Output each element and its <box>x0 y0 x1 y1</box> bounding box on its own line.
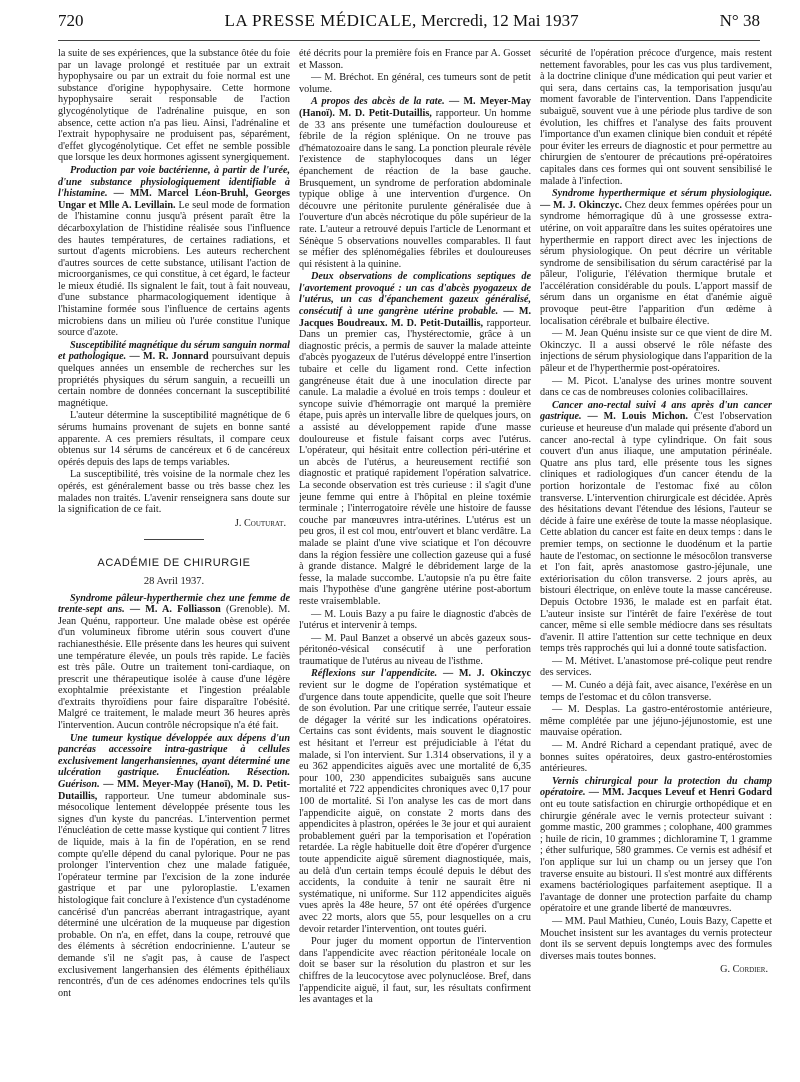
communication-authors: — M. A. Folliasson <box>129 604 221 616</box>
column-3 <box>540 48 772 1073</box>
communication-title: Syndrome pâleur-hyperthermie chez une femme de trente-sept ans. <box>58 592 290 616</box>
remark-metivet: — M. Métivet. L'anastomose pré-colique peut rendre des services. <box>540 655 772 679</box>
remark-final: — MM. Paul Mathieu, Cunéo, Louis Bazy, Capette et Mouchet insistent sur les avantages du vernis protecteur dont ils se servent depuis longtemps avec des formules diverses mais toutes bonnes. <box>540 915 772 962</box>
communication-authors: — M. J. Okinczyc. <box>540 199 622 211</box>
communication-text: rapporteur. Un homme de 33 ans présente une tuméfaction douloureuse et fébrile de la région splénique. On ne trouve pas d'hématozoaire dans le sang. La ponction pleurale révèle l'existence de staphylocoques dans un léger épanchement de réaction de la base gauche. Brusquement, un syndrome de perforation abdominale typique oblige à une intervention d'urgence. On découvre une péritonite purulente généralisée due à l'ouverture d'un abcès nécrotique du pôle supérieur de la rate. L'auteur a retrouvé depuis l'article de Lenormant et Sénèque 5 observations nouvelles comparables. Il faut se méfier des splénomégalies fébriles et douloureuses qui résistent à la quinine. <box>299 107 531 270</box>
remark-brechot: — M. Bréchot. En général, ces tumeurs sont de petit volume. <box>299 72 531 95</box>
communication-text: poursuivant depuis quelques années un ensemble de recherches sur les propriétés physiques du sérum sanguin, a recueilli un certain nombre de données concernant la susceptibilité magnétique. <box>58 351 290 409</box>
separator <box>144 539 204 540</box>
communication-authors: — M. J. Okinczyc <box>442 668 531 680</box>
communication-cancer <box>540 400 772 655</box>
communication-text: (Grenoble). M. Jean Quénu, rapporteur. Une malade obèse est opérée d'un volumineux fibrome utérin sous couvert d'une rachianesthésie. Elle présente dans les heures qui suivent une température élevée, un pouls très rapide. Le faciès est très pâle. Outre un traitement toni-cardiaque, on prescrit une thérapeutique isolée à cause d'une légère exophtalmie préexistante et l'ingestion préalable d'extraits thyroïdiens pour faire disparaître l'obésité. Malgré ce traitement, le malade meurt 36 heures après l'intervention. Aucun contrôle nécropsique n'a été fait. <box>58 604 290 732</box>
communication-authors: — MM. Jacques Leveuf et Henri Godard <box>588 787 772 799</box>
article-columns <box>58 48 772 1073</box>
communication-title: Réflexions sur l'appendicite. <box>311 668 438 680</box>
page-number: 720 <box>58 11 84 30</box>
communication-tumeur <box>58 733 290 1000</box>
communication-syndrome <box>58 593 290 732</box>
communication-title: Deux observations de complications septiques de l'avortement provoqué : un cas d'abcès pyogazeux de l'utérus, un cas d'épanchement gazeux généralisé, consécutif à une gangrène utérine probable. <box>299 271 531 318</box>
communication-susceptibilite <box>58 340 290 410</box>
communication-vernis <box>540 776 772 915</box>
column-2 <box>299 48 531 1073</box>
paragraph: été décrits pour la première fois en France par A. Gosset et Masson. <box>299 48 531 71</box>
remark-picot: — M. Picot. L'analyse des urines montre souvent dans ce cas de nombreuses colonies colibacillaires. <box>540 375 772 399</box>
communication-hyperthermie <box>540 188 772 327</box>
communication-title: Syndrome hyperthermique et sérum physiologique. <box>552 188 772 200</box>
journal-title: LA PRESSE MÉDICALE, <box>224 11 417 30</box>
issue-date: Mercredi, 12 Mai 1937 <box>421 11 579 30</box>
remark-richard: — M. André Richard a cependant pratiqué, avec de bonnes suites opératoires, deux gastro-entérostomies antérieures. <box>540 740 772 775</box>
communication-authors: — MM. Meyer-May (Hanoï), M. D. Petit-Dutaillis, <box>58 779 290 802</box>
communication-text: ont eu toute satisfaction en chirurgie orthopédique et en chirurgie générale avec le vernis protecteur suivant : gomme mastic, 200 grammes ; colophane, 400 grammes ; huile de ricin, 10 grammes ; dichloramine T, 1 gramme ; éther sulfurique, 580 grammes. Ce vernis est adhésif et l'on applique sur lui un champ ou un jersey que l'on traverse ensuite au bistouri. Il s'est montré aux différents examens bactériologiques parfaitement aseptique. Il a l'avantage de donner une protection parfaite du champ opératoire et une grande liberté de manœuvres. <box>540 799 772 915</box>
remark-desplas: — M. Desplas. La gastro-entérostomie antérieure, même complétée par une jéjuno-jéjunostomie, est une mauvaise opération. <box>540 704 772 739</box>
issue-number: N° 38 <box>719 11 760 30</box>
page-header <box>58 6 760 36</box>
communication-title: Production par voie bactérienne, à partir de l'urée, d'une substance physiologiquement identifiable à l'histamine. <box>58 164 290 200</box>
column-1 <box>58 48 290 1073</box>
communication-title: A propos des abcès de la rate. <box>311 96 445 108</box>
communication-text: rapporteur. Une tumeur abdominale sus-mésocolique lentement développée présente tous les signes d'un kyste du pancréas. L'intervention permet l'énucléation de cette masse kystique qui contient 7 litres de liquide, mais à la fin de l'opération, en se rend compte qu'elle dépend du canal pylorique. Pour ne pas prolonger l'intervention chez une malade fatiguée, l'opérateur termine par l'excision de la zone indurée gastrique et par une pyloroplastie. L'examen histologique fait conclure à l'existence d'un cystadénome cancérisé d'un pancréas aberrant intragastrique, ayant déterminé une ulcération de la muqueuse par digestion probable. On n'a, en effet, dans la coupe, retrouvé que des éléments à sécrétion endocrinienne. L'auteur se demande s'il ne s'agit pas, à cause de l'aspect exclusivement langerhansien des éléments épithéliaux rencontrés, d'un de ces adénomes endocrines tels qu'ils ont <box>58 790 290 999</box>
communication-authors: — M. Jacques Boudreaux. M. D. Petit-Dutaillis, <box>299 306 531 329</box>
communication-text: Chez deux femmes opérées pour un syndrome hémorragique dû à une grossesse extra-utérine, on voit apparaître dans les suites opératoires une hyperthermie en rapport direct avec les injections de sérum physiologique. On peut décrire un véritable syndrome de sensibilisation du sérum caractérisé par la pâleur, l'oligurie, l'élévation thermique brutale et l'accélération considérable du pouls. L'apport massif de sérum dans un organisme en état d'anémie aiguë provoque peut-être l'apparition d'un œdème à localisation cérébrale et bulbaire élective. <box>540 199 772 327</box>
journal-title-line <box>224 11 578 31</box>
communication-title: Une tumeur kystique développée aux dépens d'un pancréas accessoire intra-gastrique à cellules exclusivement langerhansiennes, ayant déterminé une ulcération gastrique. Énucléation. Résection. Guérison. <box>58 732 290 791</box>
communication-text: revient sur le dogme de l'opération systématique et d'urgence dans toute appendicite, quelle que soit l'heure de son évolution. Par une critique serrée, l'auteur essaie de dégager la vérité sur les indications opératoires. Certains cas sont évidents, mais souvent le diagnostic est hésitant et l'erreur est préjudiciable à l'état du malade, si l'on intervient. Sur 1.314 observations, il y a eu 362 appendicites aiguës avec une mortalité de 6,35 pour 100, 230 appendicites subaiguës sans aucune mortalité et 722 appendicites chroniques avec 0,17 pour 100 de mortalité. Si l'on analyse les cas de mort dans l'appendicite aiguë, on constate 2 morts dans des appendicites à plastron, opérées le 3e jour et qui auraient probablement guéri par la temporisation et l'opération retardée. La règle habituelle doit être d'opérer d'urgence toute appendicite aiguë sûrement diagnostiquée, mais, au delà d'un certain temps écoulé depuis le début des accidents, la conduite à tenir ne saurait être ni systématique, ni uniforme. Sur 112 appendicites aiguës vues après la 48e heure, 57 ont été opérées d'urgence avec 22 morts, alors que 55, pour lesquelles on a cru devoir retarder l'intervention, ont toutes guéri. <box>299 680 531 935</box>
communication-abces-rate <box>299 96 531 270</box>
remark-cuneo: — M. Cunéo a déjà fait, avec aisance, l'exérèse en un temps de l'estomac et du côlon transverse. <box>540 680 772 703</box>
communication-authors: — M. R. Jonnard <box>129 351 209 363</box>
signature: G. Cordier. <box>720 964 768 976</box>
section-title: ACADÉMIE DE CHIRURGIE <box>97 557 251 570</box>
section-date: 28 Avril 1937. <box>143 575 205 587</box>
paragraph: sécurité de l'opération précoce d'urgence, mais restent nettement favorables, pour les cas vus plus tardivement, à la doctrine clinique d'une médication qui peut varier et qui sera, dans certains cas, la temporisation jusqu'au moment favorable de l'intervention. Dans l'appendicite subaiguë, souvent vue à une période plus tardive de son évolution, les chiffres et l'analyse des faits prouvent l'importance d'un examen clinique bien conduit et répété pour éviter les erreurs de diagnostic et pour permettre au chirurgien de s'entourer de précautions pré-opératoires capitales dans ces formes qui ont souvent sensibilisé le malade à l'infection. <box>540 48 772 187</box>
communication-title: Vernis chirurgical pour la protection du champ opératoire. <box>540 775 772 799</box>
communication-avortement <box>299 271 531 607</box>
communication-authors: — M. Louis Michon. <box>587 411 688 423</box>
header-rule <box>58 40 760 41</box>
paragraph: La susceptibilité, très voisine de la normale chez les opérés, est généralement basse ou très basse chez les malades non traités. L'avenir renseignera sans doute sur la signification de ce fait. <box>58 469 290 516</box>
paragraph: Pour juger du moment opportun de l'intervention dans l'appendicite avec réaction péritonéale locale on doit se baser sur la résolution du plastron et sur les chiffres de la leucocytose avec polynucléose. Bref, dans l'appendicite aiguë, il faut, sur, les résultats confirment les avantages et la <box>299 936 531 1006</box>
communication-histamine <box>58 165 290 339</box>
communication-text: C'est l'observation curieuse et heureuse d'un malade qui présente d'abord un cancer ano-rectal à type cylindrique. On fait sous couvert d'un anus iliaque, une amputation périnéale. Quatre ans plus tard, elle présente tous les signes cliniques et radiologiques d'un cancer étendu de la portion horizontale de l'estomac fixé au côlon transverse. L'intervention chirurgicale est décidée. Après des hésitations devant l'étendue des lésions, l'auteur se décide à faire une exérèse de toute la masse néoplasique. Cette ablation du cancer est faite en deux temps : dans le premier temps, on sectionne le duodénum et la partie haute de l'estomac, on sectionne le mésocôlon transverse et l'on fait, après anastomose gastro-jéjunale, une extériorisation du côlon transverse. 2 jours après, au bistouri électrique, on enlève toute la masse cancéreuse. Depuis Octobre 1936, le malade est en parfait état. L'auteur insiste sur l'intérêt de faire l'exérèse de tout cancer, même si elle semble médiocre dans ses résultats d'avenir. Il attire l'attention sur cette technique en deux temps très rapprochés qui lui a donné toute satisfaction. <box>540 411 772 655</box>
signature: J. Couturat. <box>234 517 286 529</box>
paragraph: L'auteur détermine la susceptibilité magnétique de 6 sérums humains provenant de sujets en bonne santé apparente. A ces premiers résultats, il compare ceux obtenus sur 14 sérums de cancéreux et 6 de cancéreux opérés depuis des laps de temps variables. <box>58 410 290 468</box>
communication-title: Cancer ano-rectal suivi 4 ans après d'un cancer gastrique. <box>540 399 772 423</box>
communication-text: rapporteur. Dans un premier cas, l'hystérectomie, grâce à un diagnostic précis, a permis de sauver la malade atteinte d'abcès pyogazeux de l'utérus développé entre l'insertion tubaire et celle du ligament rond. Cette infection gangréneuse était due à une inoculation directe par canule. La maladie a évolué en trois temps : douleur et syncope suivie d'hémorragie ont marqué la première étape, puis après un intervalle libre de quelques jours, on a assisté au développement rapide d'une masse douloureuse et fistule faisant corps avec l'utérus. L'opérateur, qui hésitait entre collection péri-utérine et un abcès de l'utérus, a heureusement rectifié son diagnostic et pratiqué rapidement l'opération salvatrice. La seconde observation est très curieuse : il s'agit d'une jeune femme qui entre à l'hôpital en pleine toxémie terminale ; l'interrogatoire révèle une histoire de fausse couche par manœuvres intra-utérines. L'utérus est un peu gros, il est col mou, entr'ouvert et blanc verdâtre. La malade se plaint d'une vive sciatique et l'on découvre dans la région fessière une collection gazeuse qui a fusé à grande distance. Malgré le débridement large de la fesse, la malade succombe. L'autopsie n'a pu être faite mais l'hypothèse d'une gangrène utérine post-abortum reste vraisemblable. <box>299 317 531 607</box>
communication-authors: — MM. Marcel Léon-Bruhl, Georges Ungar et Mlle A. Levillain. <box>58 188 290 211</box>
remark-quenu: — M. Jean Quénu insiste sur ce que vient de dire M. Okinczyc. Il a aussi observé le rôle néfaste des injections de sérum physiologique dans l'apparition de la pâleur et de l'hyperthermie post-opératoires. <box>540 328 772 375</box>
remark-banzet: — M. Paul Banzet a observé un abcès gazeux sous-péritonéo-vésical consécutif à une perforation traumatique de l'utérus au niveau de l'isthme. <box>299 632 531 667</box>
paragraph: la suite de ses expériences, que la substance ôtée du foie par un lavage prolongé et restituée par un extrait hypophysaire ou par un extrait du foie normal est une substance d'origine hypophysaire. Cette hormone hypophysaire serait responsable de l'action glycogénolytique de l'adrénaline puisque, en son absence, cette action n'a pas lieu. Ainsi, l'adrénaline et l'extrait hypophysaire ne produisent pas, séparément, d'effet glycogénolytique. Cet effet ne semble possible que lorsque les deux hormones agissent synergiquement. <box>58 48 290 164</box>
communication-appendicite <box>299 668 531 935</box>
communication-title: Susceptibilité magnétique du sérum sanguin normal et pathologique. <box>58 339 290 363</box>
communication-authors: — M. Meyer-May (Hanoï). M. D. Petit-Dutaillis, <box>299 96 531 119</box>
remark-bazy: — M. Louis Bazy a pu faire le diagnostic d'abcès de l'utérus et intervenir à temps. <box>299 608 531 632</box>
communication-text: Le seul mode de formation de l'histamine connu jusqu'à présent paraît être la décarboxylation de l'histidine réalisée sous l'influence des hautes températures, de certaines radiations, et surtout d'agents microbiens. Les auteurs recherchent d'autres sources de cette substance, utilisant l'action de microorganismes, ce qui constitue, à cet égard, le facteur le mieux étudié. Ils signalent le fait, tout à fait nouveau, d'une substance pharmacologiquement identique à l'histamine formée sous l'influence de certains agents microbiens dans un milieu où l'urée constitue l'unique source d'azote. <box>58 199 290 339</box>
